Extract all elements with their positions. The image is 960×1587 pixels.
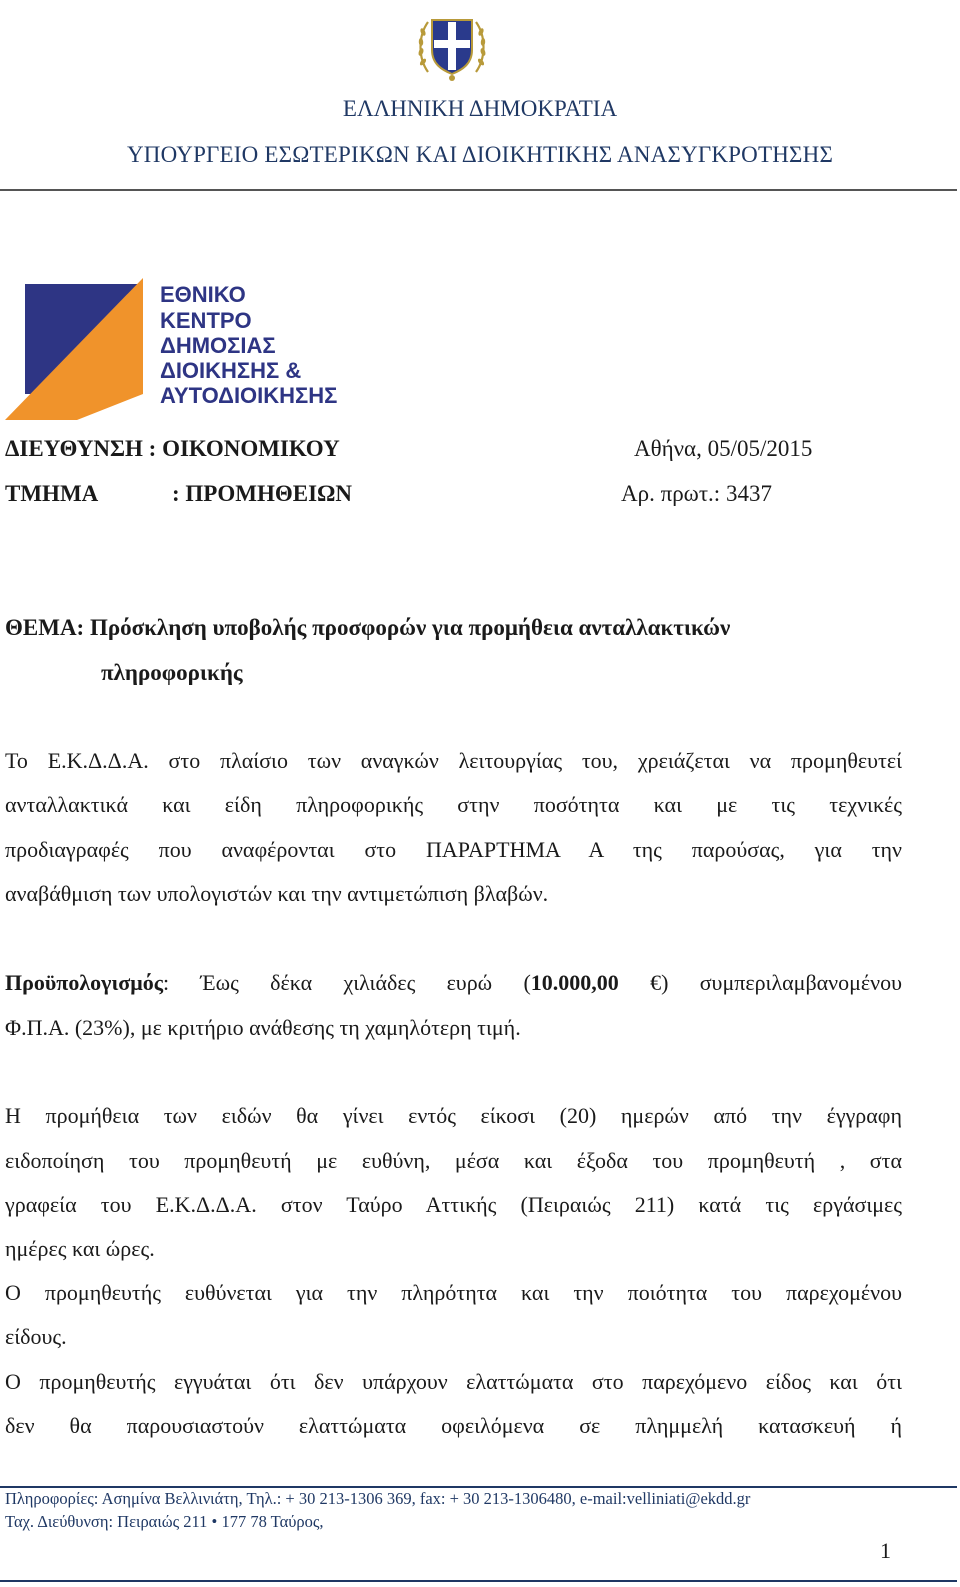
budget-line-2: Φ.Π.Α. (23%), με κριτήριο ανάθεσης τη χαμηλότερη τιμή. <box>5 1015 521 1040</box>
budget-text-1: : Έως δέκα χιλιάδες ευρώ ( <box>163 970 531 995</box>
header-ministry: ΥΠΟΥΡΓΕΙΟ ΕΣΩΤΕΡΙΚΩΝ ΚΑΙ ΔΙΟΙΚΗΤΙΚΗΣ ΑΝΑΣΥΓΚΡΟΤΗΣΗΣ <box>126 142 834 167</box>
budget-line <box>5 968 902 998</box>
budget-label: Προϋπολογισμός <box>5 970 163 995</box>
paragraph-delivery-line: γραφεία του Ε.Κ.Δ.Δ.Α. στον Ταύρο Αττικής (Πειραιώς 211) κατά τις εργάσιμες <box>5 1192 902 1217</box>
budget-amount: 10.000,00 <box>530 970 619 995</box>
paragraph-intro-line: προδιαγραφές που αναφέρονται στο ΠΑΡΑΡΤΗΜΑ Α της παρούσας, για την <box>5 837 902 862</box>
logo-line-5: ΑΥΤΟΔΙΟΙΚΗΣΗΣ <box>160 383 338 408</box>
greek-coat-of-arms-icon <box>414 6 490 86</box>
paragraph-quality-line: Ο προμηθευτής ευθύνεται για την πληρότητα και την ποιότητα του παρεχομένου <box>5 1280 902 1305</box>
footer-divider <box>0 1486 957 1488</box>
paragraph-intro-line: ανταλλακτικά και είδη πληροφορικής στην ποσότητα και με τις τεχνικές <box>5 792 902 817</box>
logo-line-4: ΔΙΟΙΚΗΣΗΣ & <box>160 358 302 383</box>
footer-contact: Πληροφορίες: Ασημίνα Βελλινιάτη, Τηλ.: + 30 213-1306 369, fax: + 30 213-1306480, e-mail:velliniati@ekdd.gr <box>5 1489 751 1508</box>
header-divider <box>0 189 957 191</box>
ekdda-logo-icon <box>5 278 355 423</box>
budget-text-2: €) συμπεριλαμβανομένου <box>650 970 902 995</box>
page-number: 1 <box>880 1538 891 1563</box>
header-country: ΕΛΛΗΝΙΚΗ ΔΗΜΟΚΡΑΤΙΑ <box>342 96 618 121</box>
protocol-number: Αρ. πρωτ.: 3437 <box>621 481 772 506</box>
logo-line-2: ΚΕΝΤΡΟ <box>160 308 252 333</box>
paragraph-warranty-line: δεν θα παρουσιαστούν ελαττώματα οφειλόμενα σε πλημμελή κατασκευή ή <box>5 1413 902 1438</box>
footer-address: Ταχ. Διεύθυνση: Πειραιώς 211 • 177 78 Ταύρος, <box>5 1512 324 1531</box>
department-label: ΤΜΗΜΑ <box>5 481 99 506</box>
place-date: Αθήνα, 05/05/2015 <box>634 436 813 461</box>
footer-bottom-divider <box>0 1580 957 1582</box>
directorate-label: ΔΙΕΥΘΥΝΣΗ : ΟΙΚΟΝΟΜΙΚΟΥ <box>5 436 340 461</box>
paragraph-delivery-line: Η προμήθεια των ειδών θα γίνει εντός είκοσι (20) ημερών από την έγγραφη <box>5 1103 902 1128</box>
paragraph-quality-line: είδους. <box>5 1324 67 1349</box>
paragraph-delivery-line: ημέρες και ώρες. <box>5 1236 155 1261</box>
subject-line-1: ΘΕΜΑ: Πρόσκληση υποβολής προσφορών για προμήθεια ανταλλακτικών <box>5 615 731 640</box>
paragraph-warranty-line: Ο προμηθευτής εγγυάται ότι δεν υπάρχουν ελαττώματα στο παρεχόμενο είδος και ότι <box>5 1369 902 1394</box>
department-value: : ΠΡΟΜΗΘΕΙΩΝ <box>172 481 353 506</box>
logo-line-1: ΕΘΝΙΚΟ <box>160 282 246 307</box>
paragraph-delivery-line: ειδοποίηση του προμηθευτή με ευθύνη, μέσα και έξοδα του προμηθευτή , στα <box>5 1148 902 1173</box>
subject-line-2: πληροφορικής <box>101 660 243 685</box>
paragraph-intro-line: Το Ε.Κ.Δ.Δ.Α. στο πλαίσιο των αναγκών λειτουργίας του, χρειάζεται να προμηθευτεί <box>5 748 902 773</box>
paragraph-intro-line: αναβάθμιση των υπολογιστών και την αντιμετώπιση βλαβών. <box>5 881 549 906</box>
logo-line-3: ΔΗΜΟΣΙΑΣ <box>160 333 276 358</box>
